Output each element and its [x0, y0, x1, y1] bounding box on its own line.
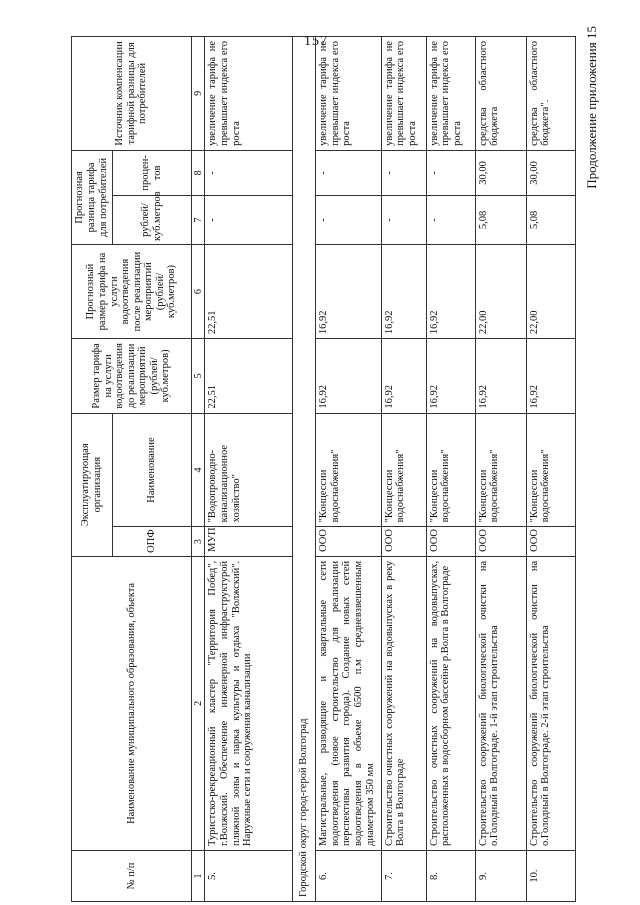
header-diff-rub: рублей/ куб.метров — [112, 195, 192, 244]
column-number: 2 — [192, 556, 205, 850]
tariff-before: 22,51 — [205, 339, 293, 414]
object-name: Туристско-рекреационный кластер "Территория Побед", г.Волжский. Обеспечение инженерной инфраструктурой пляжной зоны и парка культуры и отдыха "Волжский". Наружные сети и сооружения канализации — [205, 556, 293, 850]
org-opf: МУП — [205, 527, 293, 556]
org-opf: ООО — [475, 527, 526, 556]
compensation-source: увеличение тарифа не превышает индекса его роста — [316, 37, 381, 151]
tariff-before: 16,92 — [316, 339, 381, 414]
table-row — [526, 37, 575, 902]
row-number: 7. — [381, 851, 426, 902]
tariff-after: 22,51 — [205, 244, 293, 338]
table-row — [426, 37, 475, 902]
page-number: 157 — [304, 34, 328, 49]
rotated-table-wrapper — [71, 36, 576, 902]
row-number: 10. — [526, 851, 575, 902]
diff-pct: - — [205, 150, 293, 195]
tariff-after: 16,92 — [426, 244, 475, 338]
column-numbers-row — [192, 37, 205, 902]
org-opf: ООО — [316, 527, 381, 556]
row-number: 8. — [426, 851, 475, 902]
object-name: Строительство очистных сооружений на водовыпусках в реку Волга в Волгограде — [381, 556, 426, 850]
row-number: 9. — [475, 851, 526, 902]
object-name: Магистральные, разводящие и квартальные сети водоотведения (новое строительство для реализации перспективы развития города). Создание новых сетей водоотведения в объеме 6500 п.м средневзвешенным диаметром 350 мм — [316, 556, 381, 850]
diff-rub: 5,08 — [475, 195, 526, 244]
header-no: № п/п — [72, 851, 192, 902]
column-number: 3 — [192, 527, 205, 556]
column-number: 4 — [192, 413, 205, 527]
row-number: 6. — [316, 851, 381, 902]
org-opf: ООО — [526, 527, 575, 556]
diff-pct: 30,00 — [526, 150, 575, 195]
org-opf: ООО — [381, 527, 426, 556]
header-opf: ОПФ — [112, 527, 192, 556]
column-number: 9 — [192, 37, 205, 151]
diff-pct: - — [316, 150, 381, 195]
tariff-after: 16,92 — [316, 244, 381, 338]
header-tariff-before: Размер тарифа на услуги водоотведения до реализации мероприятий (рублей/ куб.метров) — [72, 339, 192, 414]
column-number: 8 — [192, 150, 205, 195]
compensation-source: средства областного бюджета — [475, 37, 526, 151]
org-opf: ООО — [426, 527, 475, 556]
table-row — [205, 37, 293, 902]
diff-rub: - — [316, 195, 381, 244]
diff-pct: - — [381, 150, 426, 195]
org-name: "Водопроводно-канализационное хозяйство" — [205, 413, 293, 527]
tariff-before: 16,92 — [381, 339, 426, 414]
tariff-after: 22,00 — [526, 244, 575, 338]
column-number: 5 — [192, 339, 205, 414]
org-name: "Концессии водоснабжения" — [316, 413, 381, 527]
diff-pct: - — [426, 150, 475, 195]
object-name: Строительство сооружений биологической очистки на о.Голодный в Волгограде. 1-й этап строительства — [475, 556, 526, 850]
diff-rub: - — [426, 195, 475, 244]
tariff-before: 16,92 — [475, 339, 526, 414]
org-name: "Концессии водоснабжения" — [381, 413, 426, 527]
tariff-after: 22,00 — [475, 244, 526, 338]
header-name: Наименование муниципального образования, объекта — [72, 556, 192, 850]
column-number: 6 — [192, 244, 205, 338]
compensation-source: увеличение тарифа не превышает индекса его роста — [381, 37, 426, 151]
header-tariff-after: Прогнозный размер тарифа на услуги водоотведения после реализации мероприятий (рублей/ куб.метров) — [72, 244, 192, 338]
table-row — [316, 37, 381, 902]
diff-rub: 5,08 — [526, 195, 575, 244]
org-name: "Концессии водоснабжения" — [526, 413, 575, 527]
object-name: Строительство сооружений биологической очистки на о.Голодный в Волгограде. 2-й этап строительства — [526, 556, 575, 850]
compensation-source: увеличение тарифа не превышает индекса его роста — [205, 37, 293, 151]
header-org-name: Наименование — [112, 413, 192, 527]
continuation-note: Продолжение приложения 15 — [584, 26, 599, 189]
row-number: 5. — [205, 851, 293, 902]
diff-pct: 30,00 — [475, 150, 526, 195]
org-name: "Концессии водоснабжения" — [475, 413, 526, 527]
tariff-after: 16,92 — [381, 244, 426, 338]
table-row — [475, 37, 526, 902]
header-diff-group: Прогнозная разница тарифа для потребителей — [72, 150, 113, 244]
section-title: Городской округ город-герой Волгоград — [293, 37, 316, 902]
tariff-before: 16,92 — [426, 339, 475, 414]
diff-rub: - — [381, 195, 426, 244]
header-row-1 — [72, 37, 113, 902]
header-source: Источник компенсации тарифной разницы для потребителей — [72, 37, 192, 151]
table-row — [381, 37, 426, 902]
column-number: 7 — [192, 195, 205, 244]
compensation-source: увеличение тарифа не превышает индекса его роста — [426, 37, 475, 151]
org-name: "Концессии водоснабжения" — [426, 413, 475, 527]
compensation-source: средства областного бюджета". — [526, 37, 575, 151]
object-name: Строительство очистных сооружений на водовыпусках, расположенных в водосборном бассейне р.Волга в Волгограде — [426, 556, 475, 850]
diff-rub: - — [205, 195, 293, 244]
section-row — [293, 37, 316, 902]
column-number: 1 — [192, 851, 205, 902]
header-diff-pct: процен-тов — [112, 150, 192, 195]
tariff-before: 16,92 — [526, 339, 575, 414]
tariff-table — [71, 36, 576, 902]
header-org-group: Эксплуатирующая организация — [72, 413, 113, 556]
